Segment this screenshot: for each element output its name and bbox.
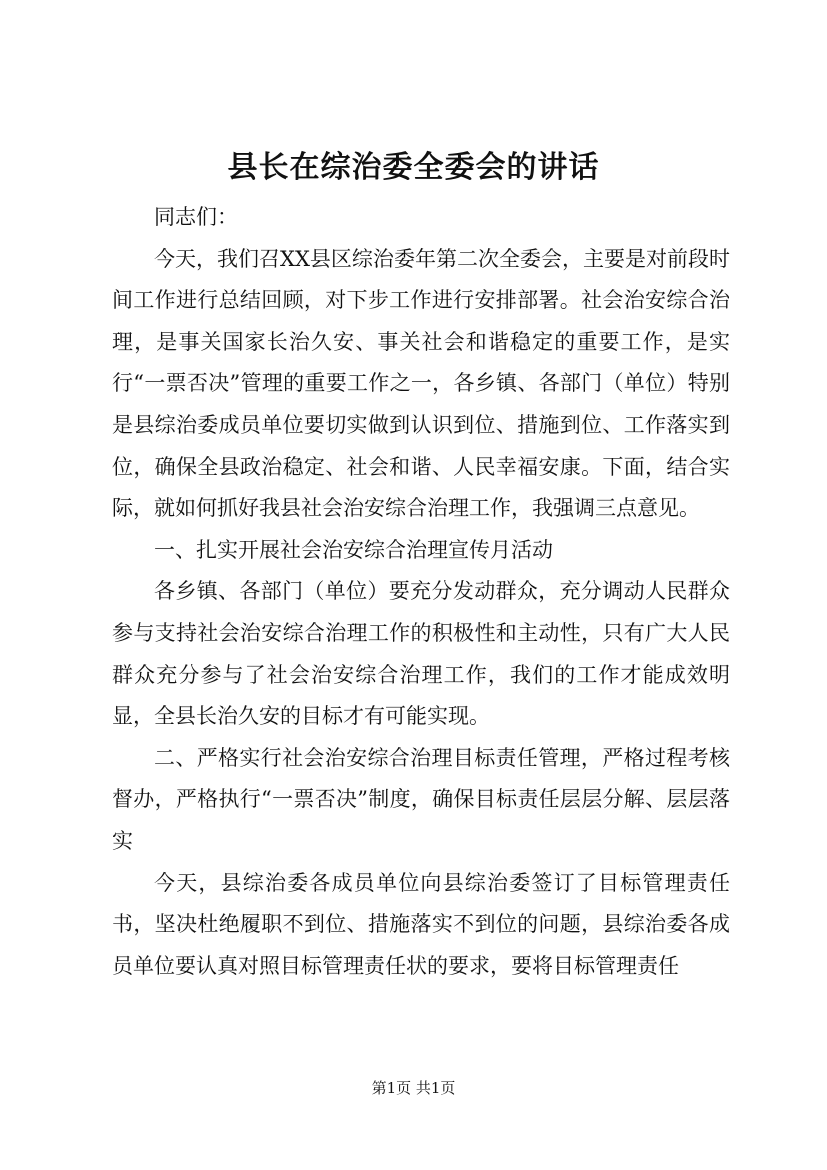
section-heading-1: 一、扎实开展社会治安综合治理宣传月活动 <box>154 537 553 562</box>
page-footer: 第1页 共1页 <box>371 1079 456 1097</box>
section-2-paragraph: 今天，县综治委各成员单位向县综治委签订了目标管理责任书，坚决杜绝履职不到位、措施落实不到位的问题，县综治委各成员单位要认真对照目标管理责任状的要求，要将目标管理责任 <box>112 870 730 978</box>
document-title: 县长在综治委全委会的讲话 <box>227 150 600 185</box>
intro-paragraph: 今天，我们召XX县区综治委年第二次全委会，主要是对前段时间工作进行总结回顾，对下步工作进行安排部署。社会治安综合治理，是事关国家长治久安、事关社会和谐稳定的重要工作，是实行“一票否决”管理的重要工作之一，各乡镇、各部门（单位）特别是县综治委成员单位要切实做到认识到位、措施到位、工作落实到位，确保全县政治稳定、社会和谐、人民幸福安康。下面，结合实际，就如何抓好我县社会治安综合治理工作，我强调三点意见。 <box>112 246 730 521</box>
document-body <box>112 197 730 987</box>
section-heading-2: 二、严格实行社会治安综合治理目标责任管理，严格过程考核督办，严格执行“一票否决”制度，确保目标责任层层分解、层层落实 <box>112 745 730 853</box>
salutation-paragraph: 同志们： <box>154 205 238 229</box>
section-1-paragraph: 各乡镇、各部门（单位）要充分发动群众，充分调动人民群众参与支持社会治安综合治理工作的积极性和主动性，只有广大人民群众充分参与了社会治安综合治理工作，我们的工作才能成效明显，全县长治久安的目标才有可能实现。 <box>112 579 730 729</box>
